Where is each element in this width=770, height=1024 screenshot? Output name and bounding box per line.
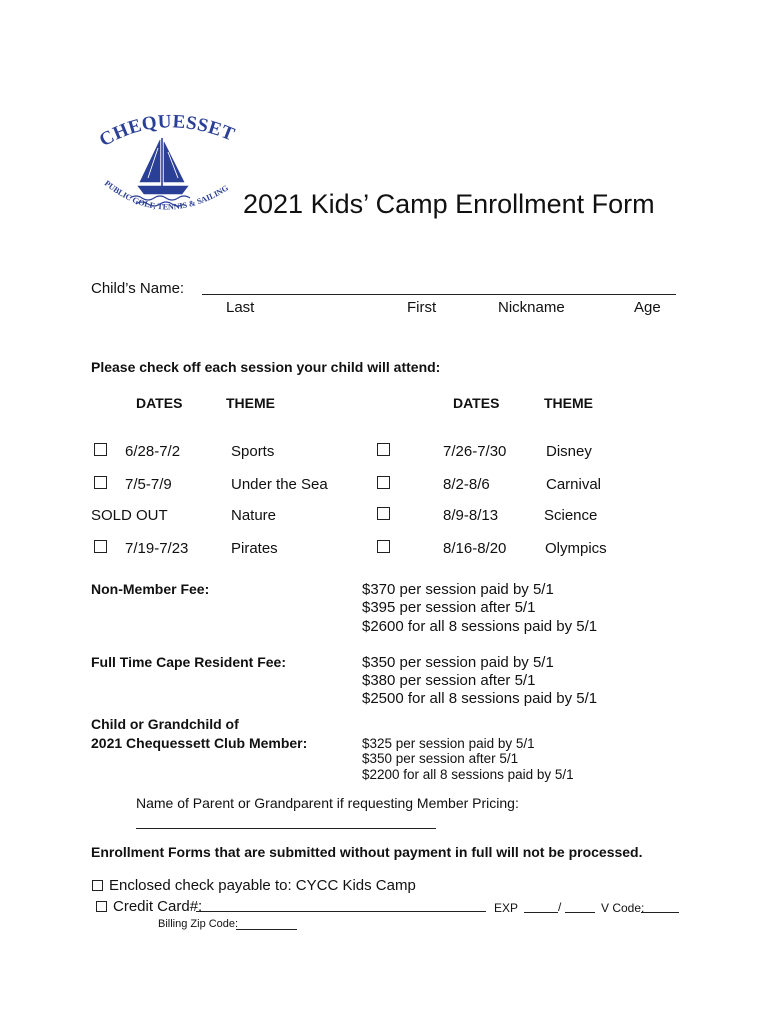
fee-line: $325 per session paid by 5/1 (362, 736, 535, 751)
session-checkbox[interactable] (377, 476, 390, 489)
fee-line: $370 per session paid by 5/1 (362, 581, 554, 598)
session-checkbox[interactable] (377, 443, 390, 456)
logo-tagline: PUBLIC GOLF, TENNIS & SAILING (102, 178, 231, 212)
session-theme: Olympics (545, 540, 607, 557)
child-name-field[interactable] (202, 294, 676, 295)
logo-name: CHEQUESSET (95, 112, 238, 152)
parent-name-field[interactable] (136, 828, 436, 829)
sold-out-label: SOLD OUT (91, 507, 168, 524)
vcode-label: V Code: (601, 901, 645, 915)
credit-card-option[interactable] (96, 898, 202, 915)
session-theme: Pirates (231, 540, 278, 557)
form-title: 2021 Kids’ Camp Enrollment Form (243, 189, 655, 219)
exp-month-field[interactable] (524, 912, 558, 913)
fee-line: $395 per session after 5/1 (362, 599, 536, 616)
session-theme: Sports (231, 443, 275, 460)
resident-fee-label: Full Time Cape Resident Fee: (91, 654, 287, 670)
header-dates-left: DATES (136, 395, 183, 411)
vcode-field[interactable] (641, 912, 679, 913)
session-dates: 8/16-8/20 (443, 540, 507, 557)
credit-card-number-field[interactable] (196, 911, 486, 912)
session-dates: 6/28-7/2 (125, 443, 181, 460)
child-name-sublabel-first: First (407, 299, 437, 316)
session-theme: Science (544, 507, 598, 524)
fee-line: $350 per session paid by 5/1 (362, 654, 554, 671)
svg-text:PUBLIC GOLF, TENNIS & SAILING (103, 179, 231, 212)
session-dates: 7/26-7/30 (443, 443, 507, 460)
fee-line: $2500 for all 8 sessions paid by 5/1 (362, 690, 598, 707)
member-fee-label-line2: 2021 Chequessett Club Member: (91, 735, 308, 751)
exp-separator: / (558, 900, 562, 914)
fee-line: $2200 for all 8 sessions paid by 5/1 (362, 767, 574, 782)
fee-line: $350 per session after 5/1 (362, 751, 519, 766)
credit-card-checkbox[interactable] (96, 901, 107, 912)
check-payment-checkbox[interactable] (92, 880, 103, 891)
child-name-label: Child’s Name: (91, 280, 185, 297)
club-logo (92, 112, 242, 224)
session-theme: Under the Sea (231, 476, 328, 493)
session-dates: 8/9-8/13 (443, 507, 499, 524)
session-theme: Carnival (546, 476, 602, 493)
billing-zip-field[interactable] (236, 929, 297, 930)
session-dates: 7/19-7/23 (125, 540, 189, 557)
check-payment-option[interactable] (92, 877, 416, 894)
member-fee-label-line1: Child or Grandchild of (91, 716, 239, 732)
session-checkbox[interactable] (377, 507, 390, 520)
parent-name-label: Name of Parent or Grandparent if requesting Member Pricing: (136, 795, 519, 811)
exp-label: EXP (494, 901, 519, 915)
session-checkbox[interactable] (94, 476, 107, 489)
fee-line: $380 per session after 5/1 (362, 672, 536, 689)
session-dates: 7/5-7/9 (125, 476, 172, 493)
child-name-sublabel-nickname: Nickname (498, 299, 565, 316)
billing-zip-label: Billing Zip Code: (158, 918, 239, 930)
header-dates-right: DATES (453, 395, 500, 411)
non-member-fee-label: Non-Member Fee: (91, 581, 210, 597)
session-instruction: Please check off each session your child will attend: (91, 359, 441, 375)
session-checkbox[interactable] (94, 540, 107, 553)
header-theme-right: THEME (544, 395, 593, 411)
session-checkbox[interactable] (377, 540, 390, 553)
sailboat-icon (130, 138, 190, 206)
session-checkbox[interactable] (94, 443, 107, 456)
session-dates: 8/2-8/6 (443, 476, 490, 493)
child-name-sublabel-age: Age (634, 299, 661, 316)
child-name-sublabel-last: Last (226, 299, 255, 316)
check-payment-label: Enclosed check payable to: CYCC Kids Camp (109, 877, 416, 894)
payment-notice: Enrollment Forms that are submitted without payment in full will not be processed. (91, 844, 643, 860)
session-theme: Disney (546, 443, 592, 460)
credit-card-label: Credit Card#: (113, 898, 203, 915)
session-theme: Nature (231, 507, 277, 524)
fee-line: $2600 for all 8 sessions paid by 5/1 (362, 618, 598, 635)
exp-year-field[interactable] (565, 912, 595, 913)
header-theme-left: THEME (226, 395, 275, 411)
